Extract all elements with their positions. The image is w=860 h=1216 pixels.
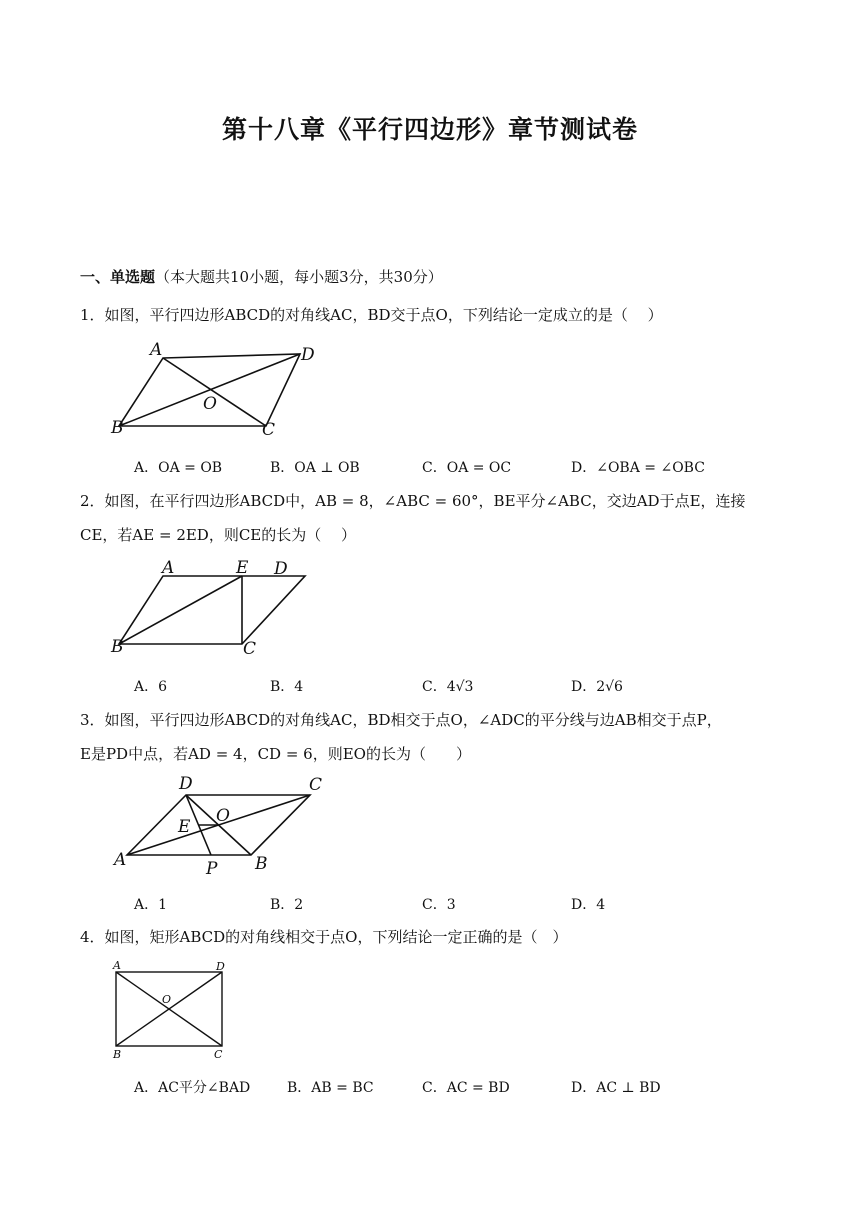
diagonal-ac bbox=[163, 358, 266, 426]
question-1 bbox=[80, 298, 790, 332]
option-a[interactable]: A．1 bbox=[134, 897, 168, 913]
question-2-text-line2: CE，若AE = 2ED，则CE的长为（ ） bbox=[80, 526, 357, 544]
label-b: B bbox=[255, 854, 268, 874]
option-a[interactable]: A．OA = OB bbox=[134, 460, 223, 476]
option-b[interactable]: B．2 bbox=[270, 897, 304, 913]
option-b[interactable]: B．AB = BC bbox=[287, 1080, 374, 1096]
parallelogram-abcd bbox=[119, 576, 305, 644]
section-heading bbox=[80, 266, 443, 287]
label-a: A bbox=[150, 340, 163, 360]
options-q2 bbox=[80, 676, 780, 698]
label-e: E bbox=[236, 558, 249, 578]
label-b: B bbox=[111, 418, 124, 438]
label-c: C bbox=[262, 420, 276, 438]
options-q3 bbox=[80, 894, 780, 916]
option-c[interactable]: C．4√3 bbox=[422, 679, 474, 695]
segment-be bbox=[119, 576, 242, 644]
label-p: P bbox=[206, 859, 218, 879]
figure-parallelogram-q2 bbox=[108, 556, 318, 661]
section-note: （本大题共10小题，每小题3分，共30分） bbox=[155, 268, 443, 286]
question-2-text-line1: 2．如图，在平行四边形ABCD中，AB = 8，∠ABC = 60°，BE平分∠ABC，交边AD于点E，连接 bbox=[80, 492, 746, 510]
option-c[interactable]: C．AC = BD bbox=[422, 1080, 510, 1096]
label-o: O bbox=[203, 394, 217, 414]
label-b: B bbox=[111, 637, 124, 657]
options-q4 bbox=[80, 1077, 780, 1099]
question-1-text: 1．如图，平行四边形ABCD的对角线AC，BD交于点O，下列结论一定成立的是（ ） bbox=[80, 306, 663, 324]
option-b[interactable]: B．OA ⊥ OB bbox=[270, 460, 360, 476]
option-d[interactable]: D．4 bbox=[571, 897, 606, 913]
option-c[interactable]: C．3 bbox=[422, 897, 456, 913]
label-b: B bbox=[113, 1048, 122, 1061]
question-2 bbox=[80, 484, 790, 552]
question-4-text: 4．如图，矩形ABCD的对角线相交于点O，下列结论一定正确的是（ ） bbox=[80, 928, 568, 946]
option-d[interactable]: D．∠OBA = ∠OBC bbox=[571, 460, 705, 476]
option-a[interactable]: A．AC平分∠BAD bbox=[134, 1080, 251, 1096]
label-c: C bbox=[214, 1048, 223, 1061]
label-o: O bbox=[162, 993, 172, 1006]
question-3-text-line2: E是PD中点，若AD = 4，CD = 6，则EO的长为（ ） bbox=[80, 745, 471, 763]
figure-parallelogram-q3 bbox=[108, 772, 338, 882]
section-title: 一、单选题 bbox=[80, 268, 156, 286]
option-d[interactable]: D．2√6 bbox=[571, 679, 623, 695]
option-d[interactable]: D．AC ⊥ BD bbox=[571, 1080, 661, 1096]
label-d: D bbox=[179, 774, 193, 794]
figure-rectangle-q4 bbox=[108, 958, 233, 1063]
question-3-text-line1: 3．如图，平行四边形ABCD的对角线AC，BD相交于点O，∠ADC的平分线与边AB相交于点P， bbox=[80, 711, 722, 729]
page-title: 第十八章《平行四边形》章节测试卷 bbox=[221, 115, 638, 144]
label-e: E bbox=[178, 817, 191, 837]
diagonal-bd bbox=[119, 354, 300, 426]
label-a: A bbox=[114, 850, 127, 870]
label-c: C bbox=[309, 775, 323, 795]
label-c: C bbox=[243, 639, 257, 659]
option-a[interactable]: A．6 bbox=[134, 679, 168, 695]
figure-parallelogram-q1 bbox=[108, 338, 328, 438]
label-d: D bbox=[301, 345, 315, 365]
label-o: O bbox=[216, 806, 230, 826]
question-3 bbox=[80, 703, 790, 771]
question-4 bbox=[80, 920, 790, 954]
label-a: A bbox=[113, 959, 121, 972]
label-d: D bbox=[216, 960, 225, 973]
option-c[interactable]: C．OA = OC bbox=[422, 460, 512, 476]
label-d: D bbox=[274, 559, 288, 579]
label-a: A bbox=[162, 558, 175, 578]
option-b[interactable]: B．4 bbox=[270, 679, 304, 695]
options-q1 bbox=[80, 457, 780, 479]
